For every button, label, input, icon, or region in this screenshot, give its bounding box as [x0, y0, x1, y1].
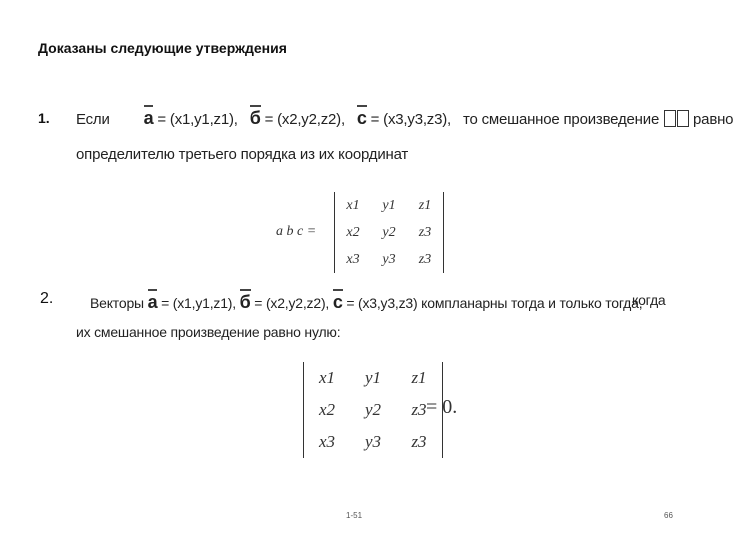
slide-heading: Доказаны следующие утверждения — [38, 40, 287, 56]
vector-a: а — [147, 292, 158, 312]
matrix-cell: z1 — [418, 197, 432, 213]
matrix-cell: x2 — [346, 224, 360, 240]
equals-word: равно — [693, 111, 733, 128]
vector-b: б — [239, 292, 251, 312]
vector-a: а — [143, 108, 154, 128]
item-2-line-2: их смешанное произведение равно нулю: — [76, 324, 341, 340]
matrix-cell: x2 — [318, 400, 336, 419]
matrix-cell: z3 — [418, 251, 432, 267]
vector-c-coords: = (x3,y3,z3) — [346, 295, 418, 311]
item-1-number: 1. — [38, 110, 50, 126]
matrix-cell: z1 — [411, 368, 427, 387]
matrix-cell: z3 — [418, 224, 432, 240]
equals-zero: = 0. — [426, 396, 458, 418]
matrix-cell: y1 — [382, 197, 396, 213]
matrix-cell: y3 — [382, 251, 396, 267]
vector-c: с — [332, 292, 343, 312]
vector-b: б — [249, 108, 261, 128]
then-phrase: то смешанное произведение — [462, 111, 660, 128]
if-word: Если — [76, 111, 110, 128]
vector-b-coords: = (x2,y2,z2), — [264, 111, 345, 128]
matrix-cell: y1 — [364, 368, 382, 387]
page-number: 66 — [664, 511, 673, 520]
item-1-line-1 — [76, 108, 733, 129]
vectors-word: Векторы — [90, 295, 144, 311]
placeholder-glyph-icon — [677, 110, 689, 127]
when-word: когда — [632, 292, 666, 308]
placeholder-glyph-icon — [664, 110, 676, 127]
footer-center-label: 1-51 — [346, 511, 363, 520]
matrix-cell: x3 — [346, 251, 360, 267]
matrix-cell: z3 — [411, 432, 427, 451]
vector-c-coords: = (x3,y3,z3), — [370, 111, 452, 128]
vector-a-coords: = (x1,y1,z1), — [157, 111, 238, 128]
matrix-cell: y2 — [364, 400, 382, 419]
determinant-2 — [303, 362, 443, 458]
matrix-cell: x1 — [318, 368, 336, 387]
matrix-cell: x3 — [318, 432, 336, 451]
matrix-cell: y3 — [364, 432, 382, 451]
matrix-cell: y2 — [382, 224, 396, 240]
triple-product-lhs: a b c = — [276, 224, 317, 239]
vector-a-coords: = (x1,y1,z1), — [161, 295, 236, 311]
item-2-line-1 — [90, 292, 642, 313]
matrix-cell: z3 — [411, 400, 427, 419]
determinant-1 — [334, 192, 444, 273]
coplanar-phrase: компланарны тогда и только тогда, — [421, 295, 643, 311]
vector-c: с — [356, 108, 367, 128]
vector-b-coords: = (x2,y2,z2), — [254, 295, 330, 311]
matrix-cell: x1 — [346, 197, 360, 213]
item-1-line-2: определителю третьего порядка из их координат — [76, 146, 409, 163]
item-2-number: 2. — [40, 290, 54, 307]
